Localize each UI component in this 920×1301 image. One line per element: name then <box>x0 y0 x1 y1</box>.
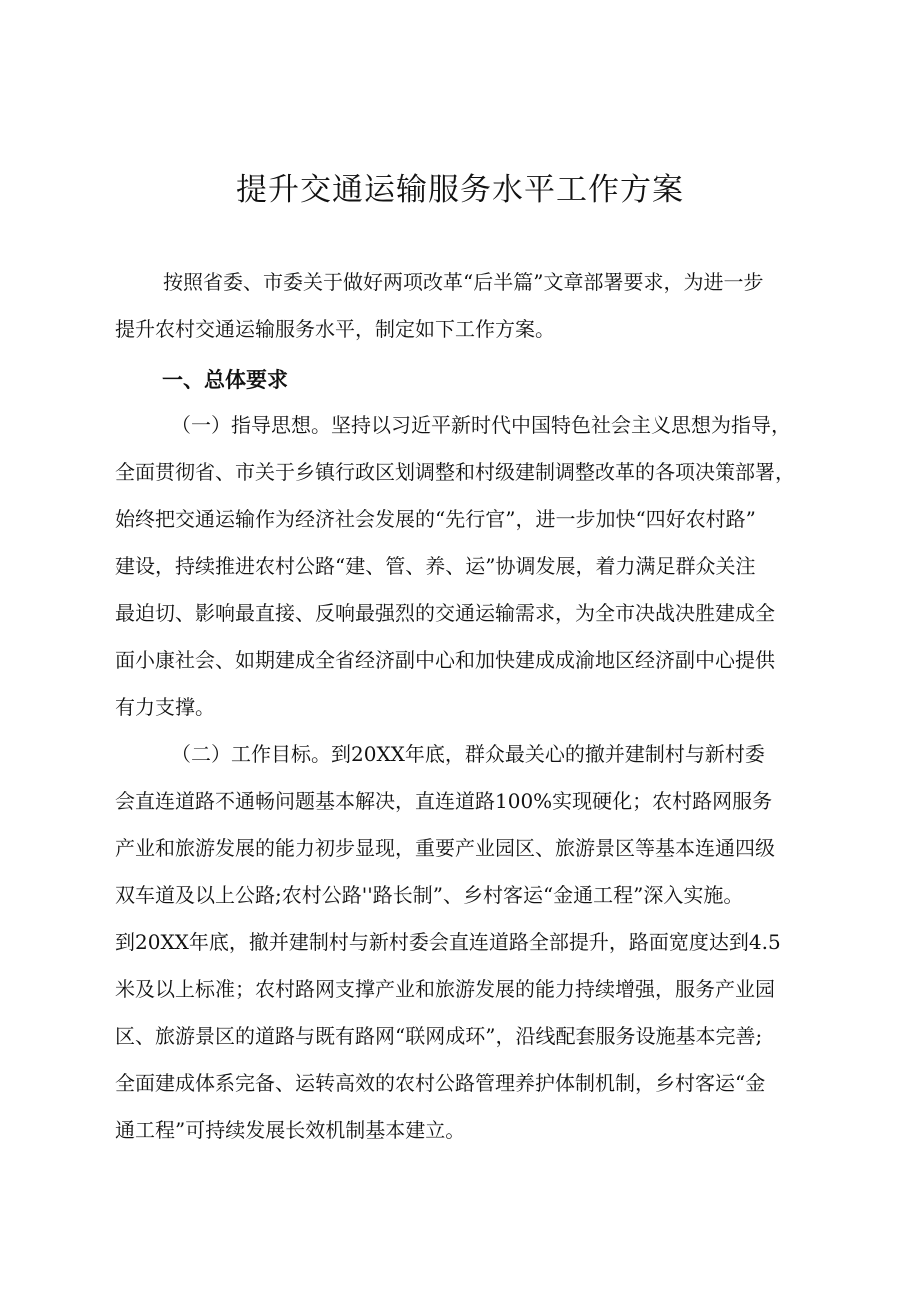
para1-line-1: （一）指导思想。坚持以习近平新时代中国特色社会主义思想为指导， <box>171 413 791 437</box>
intro-line-2: 提升农村交通运输服务水平，制定如下工作方案。 <box>115 317 555 341</box>
document-title: 提升交通运输服务水平工作方案 <box>236 172 684 208</box>
para2-line-1: （二）工作目标。到20XX年底，群众最关心的撤并建制村与新村委 <box>171 742 765 766</box>
intro-line-1: 按照省委、市委关于做好两项改革“后半篇”文章部署要求，为进一步 <box>163 270 764 294</box>
para1-line-6: 面小康社会、如期建成全省经济副中心和加快建成成渝地区经济副中心提供 <box>115 648 775 672</box>
para2-line-5: 到20XX年底，撤并建制村与新村委会直连道路全部提升，路面宽度达到4.5 <box>115 930 781 954</box>
para2-line-9: 通工程”可持续发展长效机制基本建立。 <box>115 1118 466 1142</box>
para1-line-7: 有力支撑。 <box>115 695 215 719</box>
para2-line-3: 产业和旅游发展的能力初步显现，重要产业园区、旅游景区等基本连通四级 <box>115 836 775 860</box>
para2-line-2: 会直连道路不通畅问题基本解决，直连道路100%实现硬化；农村路网服务 <box>115 789 773 813</box>
para2-line-8: 全面建成体系完备、运转高效的农村公路管理养护体制机制，乡村客运“金 <box>115 1071 766 1095</box>
para1-line-3: 始终把交通运输作为经济社会发展的“先行官”，进一步加快“四好农村路” <box>115 507 756 531</box>
section-heading-general-requirements: 一、总体要求 <box>162 368 288 392</box>
para1-line-2: 全面贯彻省、市关于乡镇行政区划调整和村级建制调整改革的各项决策部署， <box>115 460 795 484</box>
para1-line-4: 建设，持续推进农村公路“建、管、养、运”协调发展，着力满足群众关注 <box>115 554 756 578</box>
para2-line-6: 米及以上标准；农村路网支撑产业和旅游发展的能力持续增强，服务产业园 <box>115 977 775 1001</box>
para2-line-4: 双车道及以上公路;农村公路''路长制”、乡村客运“金通工程”深入实施。 <box>115 883 744 907</box>
para2-line-7: 区、旅游景区的道路与既有路网“联网成环”，沿线配套服务设施基本完善; <box>115 1024 763 1048</box>
para1-line-5: 最迫切、影响最直接、反响最强烈的交通运输需求，为全市决战决胜建成全 <box>115 601 775 625</box>
